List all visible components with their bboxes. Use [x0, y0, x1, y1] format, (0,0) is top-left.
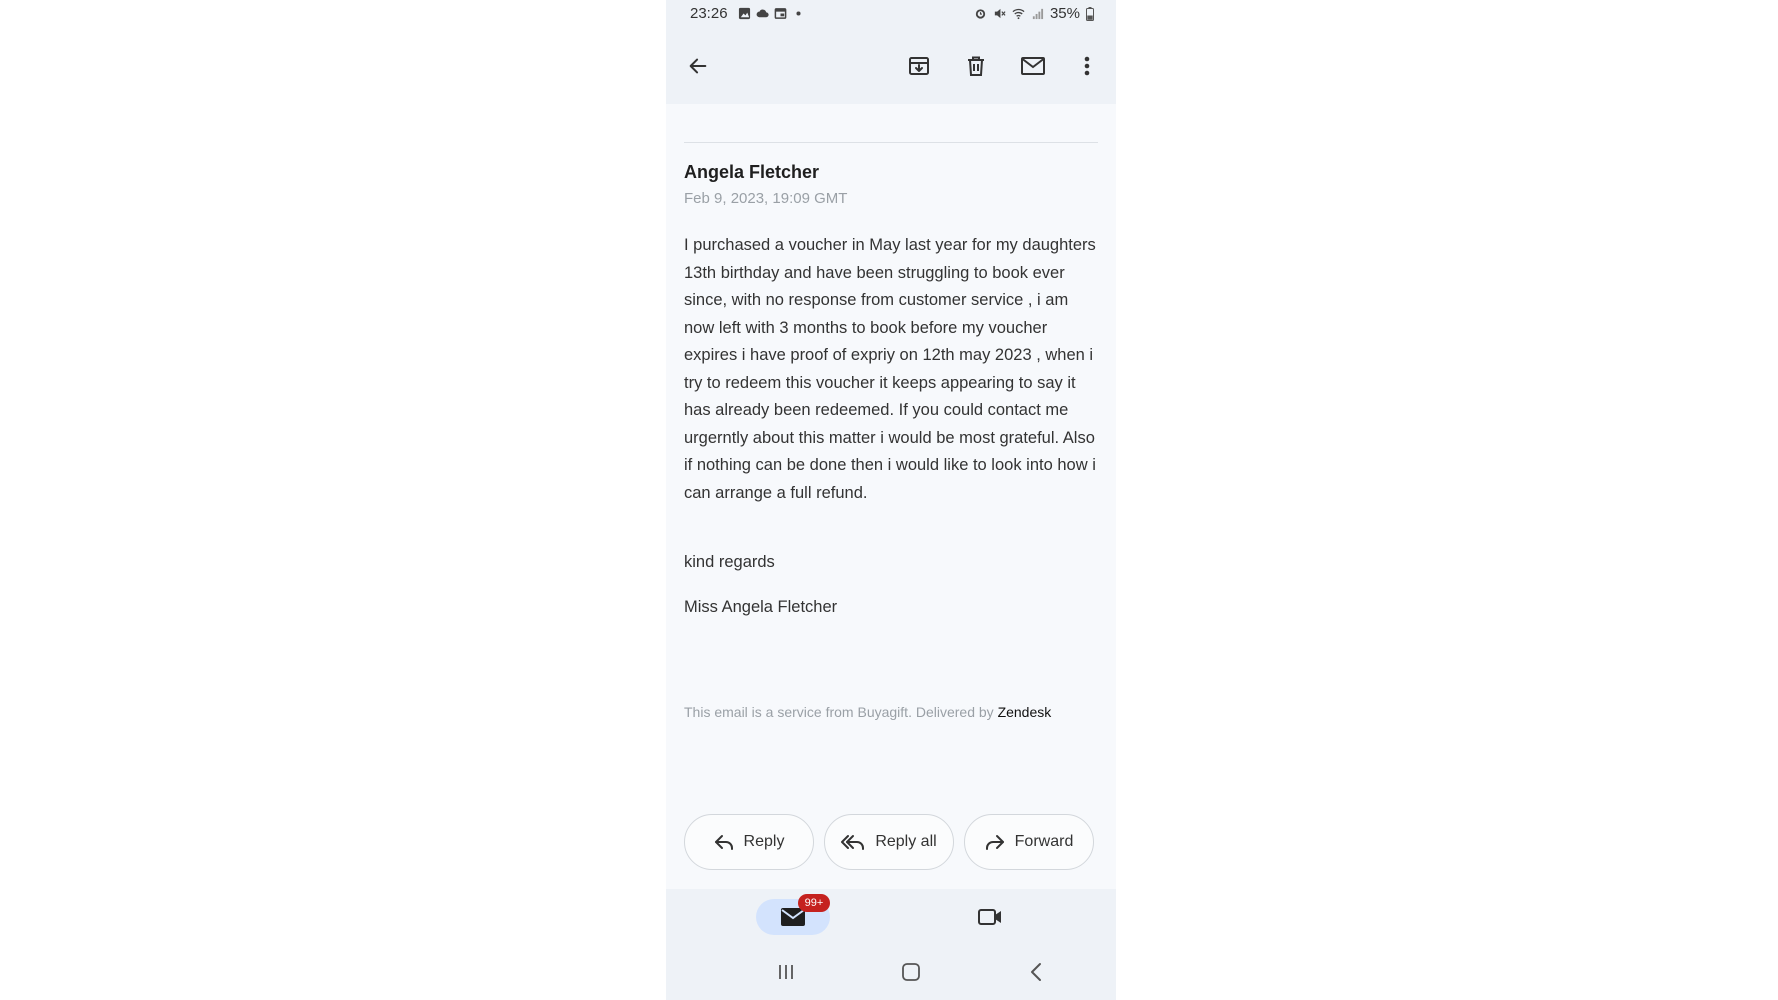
reply-button[interactable]	[684, 814, 814, 870]
reply-all-icon	[841, 833, 865, 851]
chevron-left-icon	[1029, 962, 1043, 982]
cloud-icon	[756, 7, 769, 20]
archive-icon	[907, 54, 931, 78]
more-options-button[interactable]	[1071, 50, 1103, 82]
delete-icon	[964, 54, 988, 78]
calendar-icon	[774, 7, 787, 20]
email-content	[666, 104, 1116, 889]
reply-all-button[interactable]	[824, 814, 954, 870]
gallery-icon	[738, 7, 751, 20]
recent-apps-button[interactable]	[766, 957, 806, 987]
recents-icon	[776, 963, 796, 981]
mark-unread-icon	[1020, 54, 1046, 78]
bottom-navigation	[666, 889, 1116, 1000]
email-signature: Miss Angela Fletcher	[684, 598, 838, 616]
status-bar	[666, 0, 1116, 30]
email-regards: kind regards	[684, 553, 775, 571]
nav-meet-tab[interactable]	[974, 901, 1006, 933]
sender-name[interactable]: Angela Fletcher	[684, 162, 820, 182]
more-vert-icon	[1083, 55, 1091, 77]
wifi-icon	[1012, 7, 1025, 20]
email-date: Feb 9, 2023, 19:09 GMT	[684, 190, 848, 207]
phone-screen	[666, 0, 1116, 1000]
status-time: 23:26	[690, 5, 728, 22]
reply-all-label: Reply all	[875, 833, 937, 850]
delete-button[interactable]	[960, 50, 992, 82]
home-icon	[901, 962, 921, 982]
footer-text: This email is a service from Buyagift. Delivered by	[684, 704, 998, 720]
video-camera-icon	[977, 907, 1003, 927]
battery-icon	[1086, 7, 1094, 21]
mute-icon	[993, 7, 1006, 20]
email-footer	[684, 704, 1051, 720]
mark-unread-button[interactable]	[1017, 50, 1049, 82]
signal-icon	[1031, 7, 1044, 20]
dot-icon	[792, 7, 805, 20]
email-toolbar	[666, 30, 1116, 104]
arrow-left-icon	[687, 55, 709, 77]
archive-button[interactable]	[903, 50, 935, 82]
status-icons-left	[738, 7, 805, 20]
system-back-button[interactable]	[1016, 957, 1056, 987]
home-button[interactable]	[891, 957, 931, 987]
alarm-icon	[974, 7, 987, 20]
email-body: I purchased a voucher in May last year for my daughters 13th birthday and have been struggling to book ever since, with no response from customer service , i am now left with 3 months to book before my voucher expires i have proof of expriy on 12th may 2023 , when i try to redeem this voucher it keeps appearing to say it has already been redeemed. If you could contact me urgerntly about this matter i would be most grateful. Also if nothing can be done then i would like to look into how i can arrange a full refund.	[684, 236, 1096, 502]
mail-unread-badge: 99+	[798, 894, 830, 912]
forward-button[interactable]	[964, 814, 1094, 870]
reply-actions	[684, 814, 1094, 870]
back-button[interactable]	[682, 50, 714, 82]
reply-icon	[714, 833, 734, 851]
zendesk-link[interactable]: Zendesk	[997, 704, 1052, 720]
forward-label: Forward	[1014, 833, 1074, 850]
divider	[684, 142, 1098, 143]
status-icons-right	[974, 5, 1094, 22]
battery-percent: 35%	[1049, 5, 1080, 22]
forward-icon	[985, 833, 1005, 851]
reply-label: Reply	[743, 833, 785, 850]
